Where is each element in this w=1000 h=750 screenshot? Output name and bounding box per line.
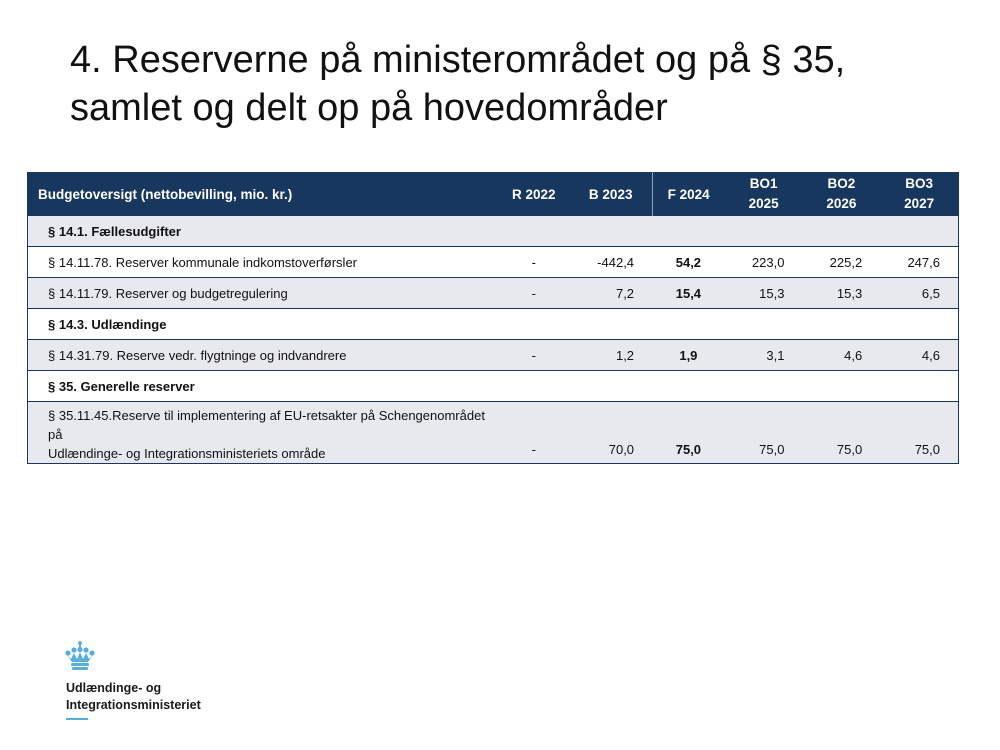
header-bo1-line2: 2025 <box>748 196 779 211</box>
org-name <box>66 680 201 714</box>
budget-table <box>27 172 959 464</box>
cell-bo2: 75,0 <box>802 402 880 464</box>
cell-f2024: 75,0 <box>652 402 725 464</box>
cell-bo2: 4,6 <box>802 340 880 371</box>
slide-title-line-2: samlet og delt op på hovedområder <box>70 87 668 129</box>
table-section-row <box>28 216 959 247</box>
table-section-row <box>28 309 959 340</box>
table-row <box>28 402 959 464</box>
cell-bo2: 225,2 <box>802 247 880 278</box>
header-bo2 <box>802 173 880 216</box>
table-section-row <box>28 371 959 402</box>
header-b2023: B 2023 <box>570 173 652 216</box>
cell-bo3: 4,6 <box>880 340 958 371</box>
header-bo3 <box>880 173 958 216</box>
header-r2022: R 2022 <box>498 173 570 216</box>
row-label-line2: Udlændinge- og Integrationsministeriets område <box>48 446 326 461</box>
cell-r2022: - <box>498 402 570 464</box>
cell-f2024: 1,9 <box>652 340 725 371</box>
header-bo2-line1: BO2 <box>827 176 856 191</box>
org-name-line2: Integrationsministeriet <box>66 698 201 712</box>
section-label: § 35. Generelle reserver <box>28 371 959 402</box>
table-row <box>28 278 959 309</box>
crown-icon <box>64 640 96 672</box>
org-accent-rule <box>66 718 88 720</box>
table-row <box>28 340 959 371</box>
cell-b2023: -442,4 <box>570 247 652 278</box>
cell-bo2: 15,3 <box>802 278 880 309</box>
cell-bo3: 6,5 <box>880 278 958 309</box>
ministry-logo <box>64 640 96 672</box>
cell-r2022: - <box>498 247 570 278</box>
header-bo1 <box>725 173 803 216</box>
row-label: § 14.31.79. Reserve vedr. flygtninge og indvandrere <box>28 340 498 371</box>
cell-bo3: 75,0 <box>880 402 958 464</box>
cell-b2023: 70,0 <box>570 402 652 464</box>
row-label <box>28 402 498 464</box>
cell-b2023: 1,2 <box>570 340 652 371</box>
cell-r2022: - <box>498 340 570 371</box>
header-description: Budgetoversigt (nettobevilling, mio. kr.) <box>28 173 498 216</box>
header-bo2-line2: 2026 <box>826 196 857 211</box>
cell-f2024: 54,2 <box>652 247 725 278</box>
cell-r2022: - <box>498 278 570 309</box>
header-bo3-line1: BO3 <box>905 176 933 191</box>
header-bo3-line2: 2027 <box>904 196 935 211</box>
header-f2024: F 2024 <box>652 173 725 216</box>
slide-title-line-1: 4. Reserverne på ministerområdet og på § 35, <box>70 39 846 81</box>
cell-bo1: 15,3 <box>725 278 803 309</box>
cell-bo1: 223,0 <box>725 247 803 278</box>
header-bo1-line1: BO1 <box>749 176 778 191</box>
section-label: § 14.1. Fællesudgifter <box>28 216 959 247</box>
cell-f2024: 15,4 <box>652 278 725 309</box>
org-name-line1: Udlændinge- og <box>66 681 162 695</box>
table-header-row <box>28 173 959 216</box>
table-row <box>28 247 959 278</box>
section-label: § 14.3. Udlændinge <box>28 309 959 340</box>
slide-title <box>70 36 950 132</box>
cell-bo3: 247,6 <box>880 247 958 278</box>
cell-bo1: 3,1 <box>725 340 803 371</box>
cell-b2023: 7,2 <box>570 278 652 309</box>
row-label-line1: § 35.11.45.Reserve til implementering af EU-retsakter på Schengenområdet på <box>48 408 485 442</box>
row-label: § 14.11.79. Reserver og budgetregulering <box>28 278 498 309</box>
row-label: § 14.11.78. Reserver kommunale indkomstoverførsler <box>28 247 498 278</box>
cell-bo1: 75,0 <box>725 402 803 464</box>
